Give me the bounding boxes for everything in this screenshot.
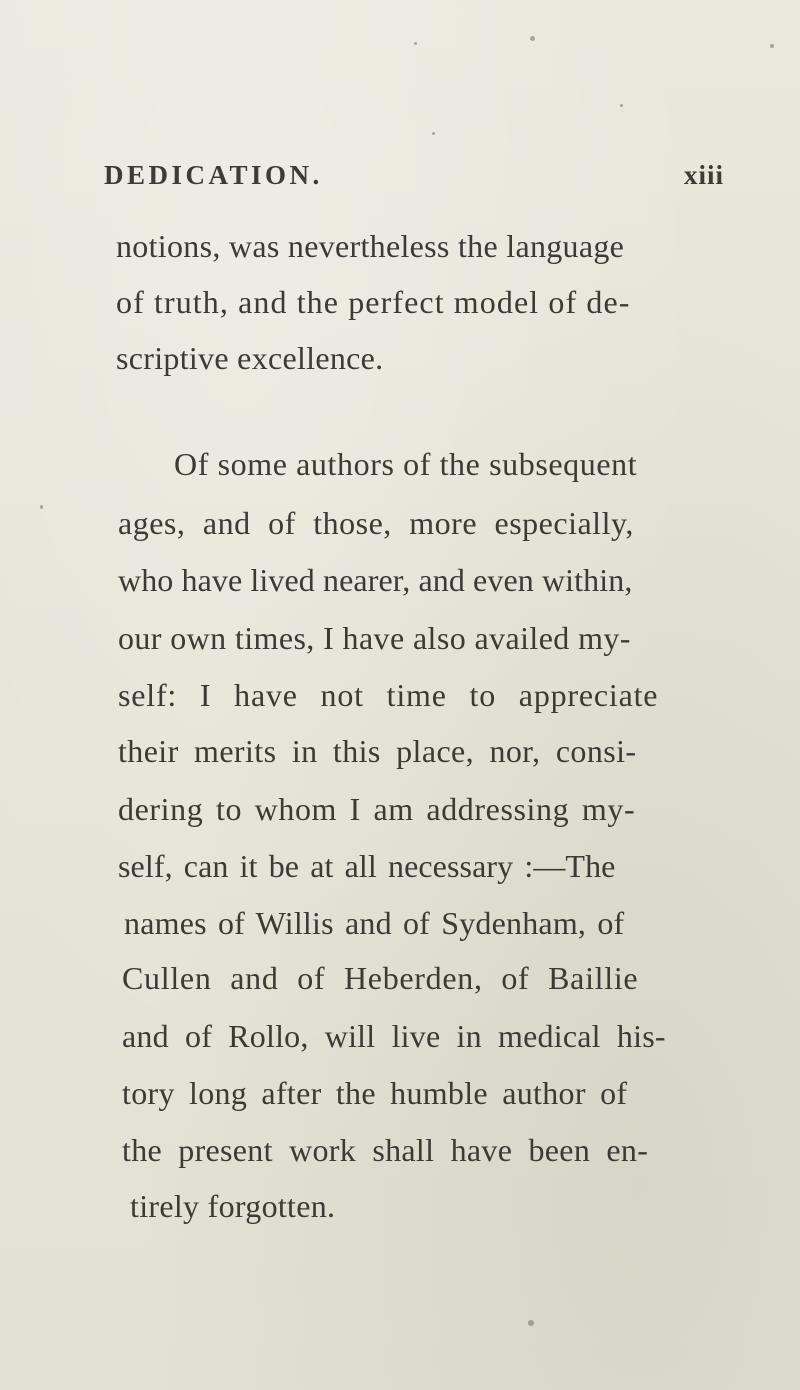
paper-speck — [770, 44, 774, 48]
text-line — [0, 1130, 800, 1170]
text-line-content: dering to whom I am addressing my- — [118, 791, 636, 827]
text-line — [0, 675, 800, 715]
paper-speck — [414, 42, 417, 45]
text-line-content: Of some authors of the subsequent — [174, 446, 638, 482]
paper-speck — [530, 36, 535, 41]
text-line-content: self: I have not time to appreciate — [118, 677, 659, 713]
text-line — [0, 226, 800, 266]
text-line — [0, 958, 800, 998]
paper-speck — [528, 1320, 534, 1326]
text-line-content: tirely forgotten. — [130, 1188, 336, 1224]
text-line-content: tory long after the humble author of — [122, 1075, 628, 1111]
text-line-content: ages, and of those, more especially, — [118, 505, 634, 541]
text-line — [0, 1016, 800, 1056]
text-line — [0, 618, 800, 658]
text-line-content: the present work shall have been en- — [122, 1132, 649, 1168]
text-line — [0, 444, 800, 484]
text-line-content: scriptive excellence. — [116, 340, 384, 376]
text-line — [0, 503, 800, 543]
running-head-title: DEDICATION. — [104, 160, 323, 190]
paper-speck — [620, 104, 623, 107]
text-line — [0, 846, 800, 886]
text-line-content: and of Rollo, will live in medical his- — [122, 1018, 666, 1054]
text-line — [0, 789, 800, 829]
text-line-content: self, can it be at all necessary :—The — [118, 848, 616, 884]
text-line — [0, 560, 800, 600]
text-line-content: notions, was nevertheless the language — [116, 228, 625, 264]
text-line-content: Cullen and of Heberden, of Baillie — [122, 960, 639, 996]
text-line-content: who have lived nearer, and even within, — [118, 562, 633, 598]
text-line — [0, 903, 800, 943]
text-line-content: names of Willis and of Sydenham, of — [124, 905, 625, 941]
running-head — [104, 160, 724, 200]
text-line — [0, 1073, 800, 1113]
text-line — [0, 1186, 800, 1226]
text-line — [0, 282, 800, 322]
page-number: xiii — [683, 160, 724, 190]
paper-speck — [432, 132, 435, 135]
text-line-content: our own times, I have also availed my- — [118, 620, 631, 656]
text-line — [0, 338, 800, 378]
text-line-content: of truth, and the perfect model of de- — [116, 284, 631, 320]
text-line — [0, 731, 800, 771]
text-line-content: their merits in this place, nor, consi- — [118, 733, 637, 769]
